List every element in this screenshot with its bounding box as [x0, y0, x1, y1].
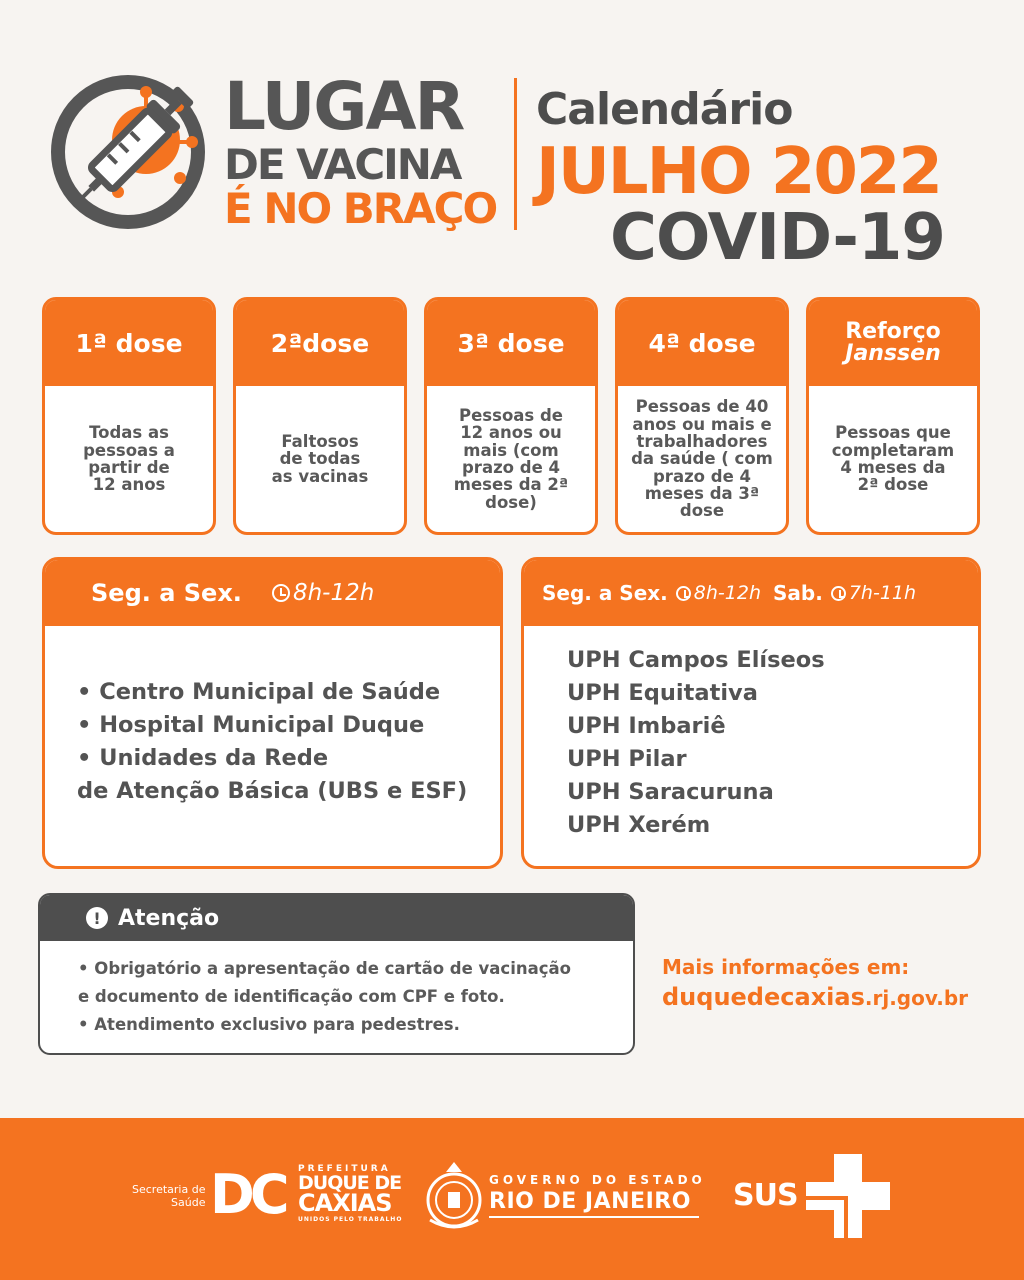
list-item: de Atenção Básica (UBS e ESF): [77, 778, 468, 804]
more-info-url-suffix: .rj.gov.br: [864, 986, 969, 1010]
dose-card-title: [427, 300, 595, 386]
calendar-label: Calendário: [536, 84, 793, 135]
list-item: • Hospital Municipal Duque: [77, 712, 425, 738]
locations-uph-header: [524, 560, 978, 626]
locations-uph-list: [524, 626, 978, 842]
syringe-virus-logo-icon: [46, 70, 211, 235]
pref-line3: CAXIAS: [298, 1189, 392, 1217]
gov-line2: RIO DE JANEIRO: [489, 1189, 691, 1214]
list-item: UPH Campos Elíseos: [567, 647, 825, 673]
dose-card-title: [809, 300, 977, 386]
schedule-hours: [676, 582, 761, 604]
dose-card-4: [615, 297, 789, 535]
more-info-link[interactable]: [662, 983, 968, 1011]
header-divider: [514, 78, 517, 230]
dose-card-title: [45, 300, 213, 386]
dose-card-5: [806, 297, 980, 535]
dose-title: 4ª dose: [648, 328, 756, 358]
dose-card-title: [236, 300, 404, 386]
dose-title: 1ª dose: [75, 328, 183, 358]
more-info: [662, 955, 968, 1011]
secretaria-line2: Saúde: [171, 1196, 206, 1210]
calendar-disease: COVID-19: [610, 201, 945, 275]
schedule-hours-text: 8h-12h: [292, 580, 375, 606]
exclamation-icon: !: [86, 907, 108, 929]
dose-card-2: [233, 297, 407, 535]
dose-card-description: Pessoas que completaram 4 meses da 2ª dose: [831, 423, 955, 495]
sus-logo-text: SUS: [733, 1178, 798, 1213]
schedule-hours-text: 8h-12h: [693, 582, 761, 604]
dose-card-description: Pessoas de 12 anos ou mais (com prazo de 4 meses da 2ª dose): [453, 406, 569, 512]
duque-de-caxias-logo-mark: DC: [210, 1163, 285, 1226]
sus-cross-icon: [806, 1154, 890, 1238]
dose-title-sub: Janssen: [845, 341, 941, 366]
list-item: UPH Imbariê: [567, 713, 726, 739]
attention-line: • Atendimento exclusivo para pedestres.: [78, 1015, 460, 1034]
schedule-days: Seg. a Sex.: [91, 579, 242, 607]
secretaria-saude-label: [132, 1183, 205, 1209]
dose-card-1: [42, 297, 216, 535]
state-seal-icon: [424, 1160, 484, 1234]
campaign-title-line2: DE VACINA: [224, 140, 461, 189]
schedule-saturday-hours: [831, 582, 916, 604]
pref-line1: PREFEITURA: [298, 1164, 391, 1174]
dose-title: 2ªdose: [270, 328, 370, 358]
dose-card-description: Pessoas de 40 anos ou mais e trabalhadores da saúde ( com prazo de 4 meses da 3ª dose: [631, 397, 773, 521]
attention-line: e documento de identificação com CPF e foto.: [78, 987, 505, 1006]
locations-health-units-header: [45, 560, 500, 626]
pref-line2: DUQUE DE: [298, 1172, 402, 1194]
dose-title: 3ª dose: [457, 328, 565, 358]
clock-icon: [676, 586, 691, 601]
campaign-title-line3: É NO BRAÇO: [224, 184, 497, 233]
gov-line1: GOVERNO DO ESTADO: [489, 1173, 706, 1187]
dose-card-description: Todas as pessoas a partir de 12 anos: [83, 423, 175, 495]
attention-box: [38, 893, 635, 1055]
attention-body: [40, 941, 633, 1039]
locations-health-units-list: [45, 626, 500, 808]
schedule-saturday-hours-text: 7h-11h: [848, 582, 917, 604]
dose-title: Reforço: [845, 319, 941, 344]
attention-line: • Obrigatório a apresentação de cartão de vacinação: [78, 959, 571, 978]
dose-card-title: [618, 300, 786, 386]
campaign-title-line1: LUGAR: [224, 68, 464, 145]
locations-uph: [521, 557, 981, 869]
pref-line4: UNIDOS PELO TRABALHO: [298, 1216, 403, 1223]
governo-estado-logo-text: [489, 1174, 706, 1218]
clock-icon: [272, 584, 290, 602]
locations-health-units: [42, 557, 503, 869]
list-item: UPH Xerém: [567, 812, 711, 838]
calendar-heading: [536, 84, 945, 275]
dose-card-3: [424, 297, 598, 535]
more-info-url-main: duquedecaxias: [662, 983, 865, 1011]
campaign-title: [224, 68, 497, 233]
list-item: • Centro Municipal de Saúde: [77, 679, 441, 705]
clock-icon: [831, 586, 846, 601]
prefeitura-logo-text: [298, 1165, 402, 1223]
dose-card-description: Faltosos de todas as vacinas: [271, 432, 369, 486]
gov-underline: [489, 1216, 699, 1218]
schedule-hours: [272, 580, 374, 606]
secretaria-line1: Secretaria de: [132, 1183, 206, 1196]
attention-header: [40, 895, 633, 941]
list-item: UPH Pilar: [567, 746, 687, 772]
footer-partners: [0, 1118, 1024, 1280]
calendar-month: JULHO 2022: [536, 135, 941, 209]
schedule-saturday: Sab.: [773, 581, 823, 605]
list-item: UPH Saracuruna: [567, 779, 774, 805]
schedule-days: Seg. a Sex.: [542, 581, 668, 605]
more-info-label: Mais informações em:: [662, 955, 910, 979]
list-item: • Unidades da Rede: [77, 745, 329, 771]
list-item: UPH Equitativa: [567, 680, 758, 706]
attention-title: Atenção: [118, 905, 220, 931]
